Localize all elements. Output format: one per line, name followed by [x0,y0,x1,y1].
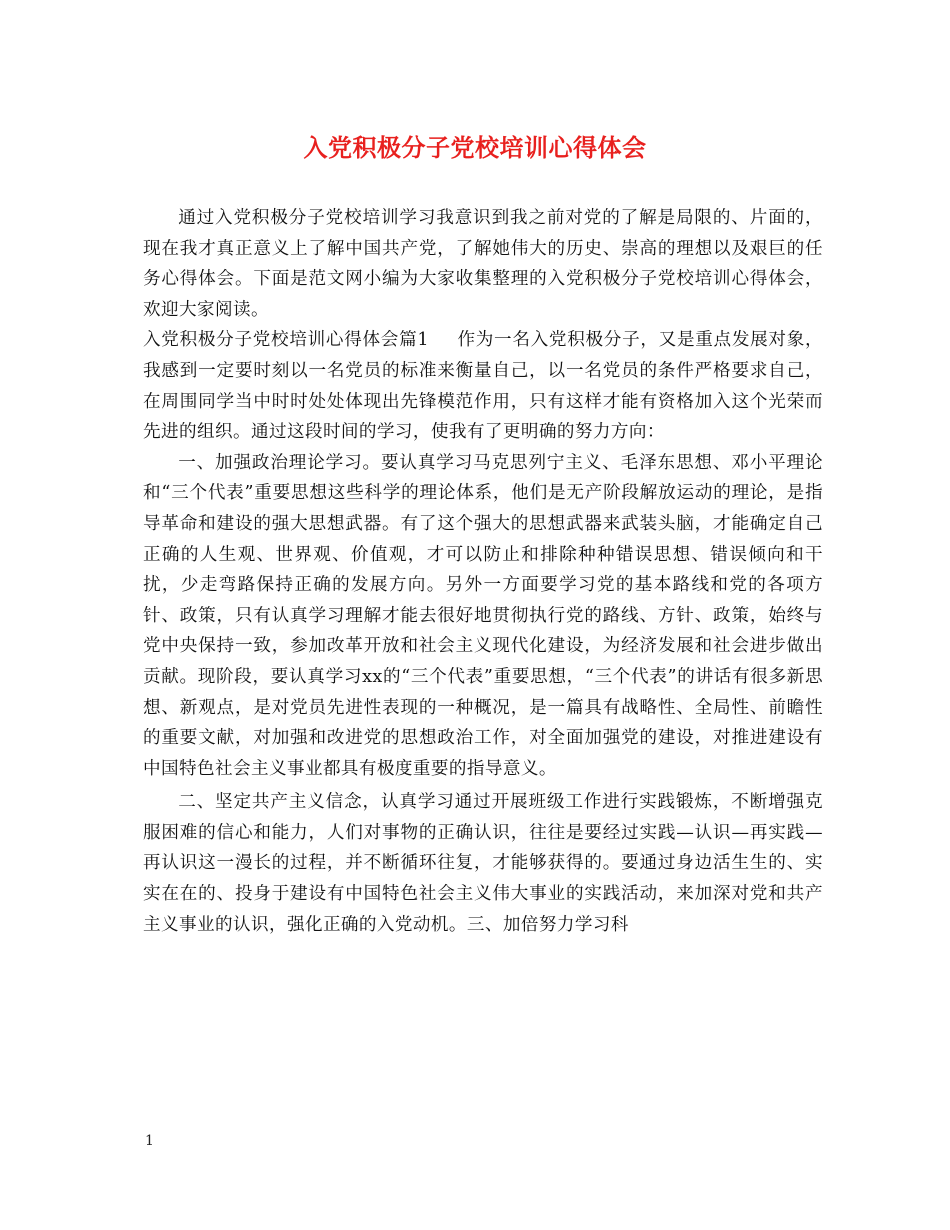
article-paragraph [143,325,823,447]
article-opening-text: 作为一名入党积极分子，又是重点发展对象，我感到一定要时刻以一名党员的标准来衡量自己，以一名党员的条件严格要求自己，在周围同学当中时时处处体现出先锋模范作用，只有这样才能有资格加入这个光荣而先进的组织。通过这段时间的学习，使我有了更明确的努力方向： [143,330,823,443]
article-heading: 入党积极分子党校培训心得体会篇1 [143,330,429,351]
intro-paragraph: 通过入党积极分子党校培训学习我意识到我之前对党的了解是局限的、片面的，现在我才真正意义上了解中国共产党，了解她伟大的历史、崇高的理想以及艰巨的任务心得体会。下面是范文网小编为大家收集整理的入党积极分子党校培训心得体会，欢迎大家阅读。 [143,208,823,320]
point-one-paragraph: 一、加强政治理论学习。要认真学习马克思列宁主义、毛泽东思想、邓小平理论和“三个代表”重要思想这些科学的理论体系，他们是无产阶段解放运动的理论，是指导革命和建设的强大思想武器。有了这个强大的思想武器来武装头脑，才能确定自己正确的人生观、世界观、价值观，才可以防止和排除种种错误思想、错误倾向和干扰，少走弯路保持正确的发展方向。另外一方面要学习党的基本路线和党的各项方针、政策，只有认真学习理解才能去很好地贯彻执行党的路线、方针、政策，始终与党中央保持一致，参加改革开放和社会主义现代化建设，为经济发展和社会进步做出贡献。现阶段，要认真学习xx的“三个代表”重要思想，“三个代表”的讲话有很多新思想、新观点，是对党员先进性表现的一种概况，是一篇具有战略性、全局性、前瞻性的重要文献，对加强和改进党的思想政治工作，对全面加强党的建设，对推进建设有中国特色社会主义事业都具有极度重要的指导意义。 [143,452,823,779]
document-body [143,203,823,940]
document-title: 入党积极分子党校培训心得体会 [303,133,647,162]
point-two-paragraph: 二、坚定共产主义信念，认真学习通过开展班级工作进行实践锻炼，不断增强克服困难的信心和能力，人们对事物的正确认识，往往是要经过实践—认识—再实践—再认识这一漫长的过程，并不断循环往复，才能够获得的。要通过身边活生生的、实实在在的、投身于建设有中国特色社会主义伟大事业的实践活动，来加深对党和共产主义事业的认识，强化正确的入党动机。三、加倍努力学习科 [143,792,823,935]
page-number: 1 [145,1133,154,1149]
